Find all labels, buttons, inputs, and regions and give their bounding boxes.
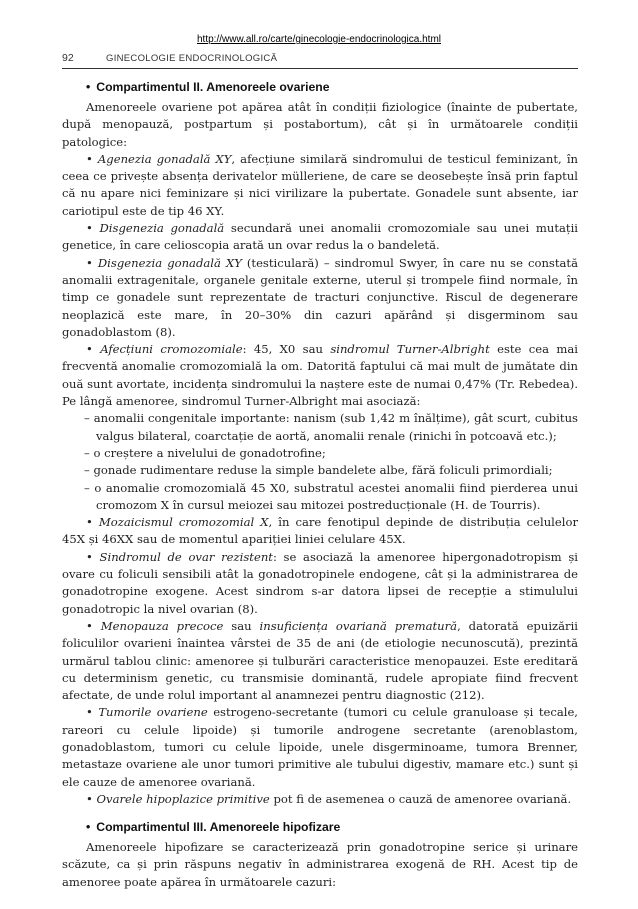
item-text: : se asociază la amenoree hipergonadotropism și ovare cu foliculi sensibili atât la gonadotropinele endogene, cât și la administrarea de gonadotropine exogene. Acest sindrom s-ar datora lipsei de recepție a stimulului gonadotropic la nivel ovarian (8). <box>62 549 579 616</box>
item-term: Tumorile ovariene <box>98 705 208 720</box>
section-title: Compartimentul II. Amenoreele ovariene <box>96 80 330 94</box>
dash-list-item: – o creștere a nivelului de gonadotrofine; <box>84 445 326 460</box>
section-intro-paragraph: Amenoreele ovariene pot apărea atât în condiții fiziologice (înainte de pubertate, după menopauză, postpartum și postabortum), cât și în următoarele condiții patologice: <box>62 100 578 149</box>
item-term: Sindromul de ovar rezistent <box>99 549 273 564</box>
dash-list-item: – gonade rudimentare reduse la simple bandelete albe, fără foliculi primordiali; <box>84 463 553 478</box>
item-paragraph: • Disgenezia gonadală secundară unei anomalii cromozomiale sau unei mutații genetice, în care celioscopia arată un ovar redus la o bandeletă. <box>62 221 578 253</box>
item-term: Disgenezia gonadală XY <box>97 255 242 270</box>
item-paragraph: • Sindromul de ovar rezistent: se asociază la amenoree hipergonadotropism și ovare cu foliculi sensibili atât la gonadotropinele endogene, cât și la administrarea de gonadotropine exogene. Acest sindrom s-ar datora lipsei de recepție a stimulului gonadotropic la nivel ovarian (8). <box>62 549 579 616</box>
dash-list-item: – anomalii congenitale importante: nanism (sub 1,42 m înălțime), gât scurt, cubitus valgus bilateral, coarctație de aortă, anomalii renale (rinichi în potcoavă etc.); <box>84 411 578 443</box>
source-url-link[interactable]: http://www.all.ro/carte/ginecologie-endocrinologica.html <box>196 34 441 45</box>
item-paragraph: • Agenezia gonadală XY, afecțiune similară sindromului de testicul feminizant, în ceea ce privește absența derivatelor mülleriene, de care se deosebește însă prin faptul că nu apare nici feminizare și nici virilizare la pubertate. Gonadele sunt absente, iar cariotipul este de tip 46 XY. <box>62 151 578 218</box>
item-term: Agenezia gonadală XY <box>97 151 232 166</box>
section-intro-paragraph: Amenoreele hipofizare se caracterizează prin gonadotropine serice și urinare scăzute, ca și prin răspuns negativ în administrarea exogenă de RH. Acest tip de amenoree poate apărea în următoarele cazuri: <box>62 840 578 889</box>
item-text: , în care fenotipul depinde de distribuția celulelor 45X și 46XX sau de momentul apariției liniei celulare 45X. <box>62 515 578 547</box>
item-text: sau <box>223 618 260 633</box>
item-text: este cea mai frecventă anomalie cromozomială la om. Datorită faptului că mai mult de jumătate din ouă sunt avortate, incidența sindromului la naștere este de numai 0,47% (Tr. Rebedea). Pe lângă amenoree, sindromul Turner-Albright mai asociază: <box>62 342 578 409</box>
item-text: secundară unei anomalii cromozomiale sau unei mutații genetice, în care celioscopia arată un ovar redus la o bandeletă. <box>62 221 578 253</box>
item-term: Mozaicismul cromozomial X <box>98 515 269 530</box>
item-term: insuficiența ovariană prematură <box>259 618 458 633</box>
item-paragraph: • Afecțiuni cromozomiale: 45, X0 sau sindromul Turner-Albright este cea mai frecventă anomalie cromozomială la om. Datorită faptului că mai mult de jumătate din ouă sunt avortate, incidența sindromului la naștere este de numai 0,47% (Tr. Rebedea). Pe lângă amenoree, sindromul Turner-Albright mai asociază: <box>62 342 578 409</box>
page-header <box>62 52 578 69</box>
running-title: GINECOLOGIE ENDOCRINOLOGICĂ <box>106 53 278 64</box>
page-body <box>62 78 578 891</box>
heading-bullet: • <box>86 80 91 94</box>
item-term: Afecțiuni cromozomiale <box>100 342 243 357</box>
item-paragraph: • Ovarele hipoplazice primitive pot fi de asemenea o cauză de amenoree ovariană. <box>86 791 572 806</box>
item-term: Disgenezia gonadală <box>99 221 225 236</box>
section-heading-pituitary <box>62 818 578 837</box>
item-text: (testiculară) – sindromul Swyer, în care nu se constată anomalii extragenitale, organele genitale externe, uterul și trompele fiind normale, în timp ce gonadele sunt reprezentate de tracturi conjunctive. Riscul de degenerare neoplazică este mare, în 20–30% din cazuri apărând și disgerminom sau gonadoblastom (8). <box>62 255 579 339</box>
item-paragraph: • Tumorile ovariene estrogeno-secretante (tumori cu celule granuloase și tecale, rareori cu celule lipoide) și tumorile androgene secretante (arenoblastom, gonadoblastom, tumori cu celule lipoide, unele disgerminoame, tumora Brenner, metastaze ovariene ale unor tumori primitive ale tubului digestiv, mamare etc.) sunt și ele cauze de amenoree ovariană. <box>62 705 578 789</box>
item-text: , afecțiune similară sindromului de testicul feminizant, în ceea ce privește absența derivatelor mülleriene, de care se deosebește însă prin faptul că nu apare nici feminizare și nici virilizare la pubertate. Gonadele sunt absente, iar cariotipul este de tip 46 XY. <box>62 151 578 218</box>
section-title: Compartimentul III. Amenoreele hipofizare <box>96 820 341 835</box>
item-term: sindromul Turner-Albright <box>330 342 490 357</box>
page-number: 92 <box>62 52 74 64</box>
item-text: pot fi de asemenea o cauză de amenoree ovariană. <box>269 791 572 806</box>
item-paragraph: • Mozaicismul cromozomial X, în care fenotipul depinde de distribuția celulelor 45X și 46XX sau de momentul apariției liniei celulare 45X. <box>62 515 578 547</box>
item-paragraph: • Menopauza precoce sau insuficiența ovariană prematură, datorată epuizării foliculilor ovarieni înaintea vârstei de 35 de ani (de etiologie necunoscută), prezintă urmărul tablou clinic: amenoree și tulburări caracteristice menopauzei. Este ereditară cu determinism genetic, cu transmisie dominantă, rudele apropiate fiind frecvent afectate, de unde rolul important al anamnezei pentru diagnostic (212). <box>62 618 579 703</box>
item-text: estrogeno-secretante (tumori cu celule granuloase și tecale, rareori cu celule lipoide) și tumorile androgene secretante (arenoblastom, gonadoblastom, tumori cu celule lipoide, unele disgerminoame, tumora Brenner, metastaze ovariene ale unor tumori primitive ale tubului digestiv, mamare etc.) sunt și ele cauze de amenoree ovariană. <box>62 705 578 789</box>
heading-bullet: • <box>86 820 91 835</box>
dash-list-item: – o anomalie cromozomială 45 X0, substratul acestei anomalii fiind pierderea unui cromozom X în cursul meiozei sau mitozei postreducționale (H. de Tourris). <box>84 480 578 512</box>
item-term: Ovarele hipoplazice primitive <box>96 791 270 806</box>
item-text: : 45, X0 sau <box>242 342 331 357</box>
item-paragraph: • Disgenezia gonadală XY (testiculară) – sindromul Swyer, în care nu se constată anomalii extragenitale, organele genitale externe, uterul și trompele fiind normale, în timp ce gonadele sunt reprezentate de tracturi conjunctive. Riscul de degenerare neoplazică este mare, în 20–30% din cazuri apărând și disgerminom sau gonadoblastom (8). <box>62 255 579 339</box>
section-heading-ovarian <box>62 78 578 97</box>
item-term: Menopauza precoce <box>100 618 224 633</box>
item-text: , datorată epuizării foliculilor ovarieni înaintea vârstei de 35 de ani (de etiologie necunoscută), prezintă urmărul tablou clinic: amenoree și tulburări caracteristice menopauzei. Este ereditară cu determinism genetic, cu transmisie dominantă, rudele apropiate fiind frecvent afectate, de unde rolul important al anamnezei pentru diagnostic (212). <box>62 618 579 703</box>
